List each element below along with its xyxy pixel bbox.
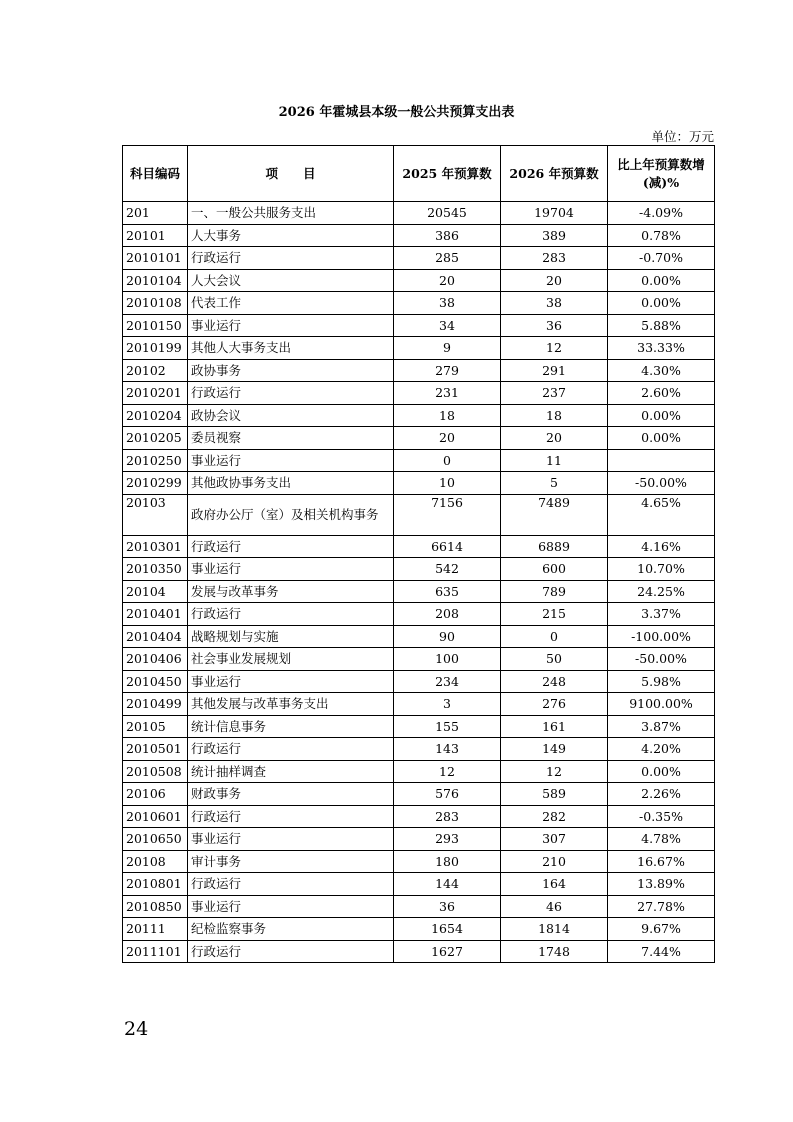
- cell-budget-2025: 90: [394, 625, 501, 648]
- cell-budget-2026: 283: [501, 247, 608, 270]
- table-row: [123, 873, 715, 896]
- table-row: [123, 940, 715, 963]
- cell-code: 2010350: [123, 558, 188, 581]
- cell-code: 20105: [123, 715, 188, 738]
- cell-change: 9.67%: [608, 918, 715, 941]
- cell-change: 4.78%: [608, 828, 715, 851]
- cell-budget-2026: 20: [501, 269, 608, 292]
- cell-budget-2026: 0: [501, 625, 608, 648]
- cell-item: 事业运行: [188, 828, 394, 851]
- cell-change: 9100.00%: [608, 693, 715, 716]
- cell-change: 3.37%: [608, 603, 715, 626]
- cell-item: 政协事务: [188, 359, 394, 382]
- cell-item: 行政运行: [188, 738, 394, 761]
- cell-change: -4.09%: [608, 202, 715, 225]
- cell-budget-2025: 38: [394, 292, 501, 315]
- cell-budget-2026: 7489: [501, 494, 608, 535]
- cell-code: 2010199: [123, 337, 188, 360]
- cell-change: 5.88%: [608, 314, 715, 337]
- cell-budget-2026: 1814: [501, 918, 608, 941]
- cell-item: 纪检监察事务: [188, 918, 394, 941]
- cell-item: 事业运行: [188, 895, 394, 918]
- header-code: 科目编码: [123, 146, 188, 202]
- cell-budget-2025: 283: [394, 805, 501, 828]
- cell-code: 20108: [123, 850, 188, 873]
- table-row: [123, 404, 715, 427]
- cell-budget-2026: 215: [501, 603, 608, 626]
- table-row: [123, 359, 715, 382]
- cell-budget-2025: 144: [394, 873, 501, 896]
- table-row: [123, 738, 715, 761]
- cell-code: 2010301: [123, 535, 188, 558]
- cell-budget-2026: 5: [501, 472, 608, 495]
- cell-budget-2025: 20545: [394, 202, 501, 225]
- cell-item: 其他发展与改革事务支出: [188, 693, 394, 716]
- cell-change: -50.00%: [608, 648, 715, 671]
- table-row: [123, 472, 715, 495]
- table-row: [123, 535, 715, 558]
- cell-budget-2025: 1627: [394, 940, 501, 963]
- page-number: 24: [124, 1018, 149, 1040]
- cell-code: 20102: [123, 359, 188, 382]
- cell-budget-2025: 12: [394, 760, 501, 783]
- table-row: [123, 805, 715, 828]
- table-row: [123, 648, 715, 671]
- cell-budget-2025: 1654: [394, 918, 501, 941]
- cell-budget-2026: 307: [501, 828, 608, 851]
- cell-item: 委员视察: [188, 427, 394, 450]
- cell-budget-2026: 19704: [501, 202, 608, 225]
- cell-budget-2026: 12: [501, 760, 608, 783]
- cell-code: 2010201: [123, 382, 188, 405]
- cell-budget-2026: 161: [501, 715, 608, 738]
- cell-budget-2025: 279: [394, 359, 501, 382]
- table-row: [123, 202, 715, 225]
- cell-budget-2026: 210: [501, 850, 608, 873]
- cell-item: 行政运行: [188, 940, 394, 963]
- cell-change: 0.00%: [608, 427, 715, 450]
- cell-code: 201: [123, 202, 188, 225]
- table-row: [123, 382, 715, 405]
- cell-change: 4.65%: [608, 494, 715, 535]
- cell-budget-2025: 285: [394, 247, 501, 270]
- budget-table: [122, 145, 715, 963]
- cell-change: 10.70%: [608, 558, 715, 581]
- cell-budget-2026: 600: [501, 558, 608, 581]
- cell-budget-2025: 100: [394, 648, 501, 671]
- cell-budget-2025: 36: [394, 895, 501, 918]
- cell-budget-2026: 282: [501, 805, 608, 828]
- cell-item: 人大会议: [188, 269, 394, 292]
- cell-budget-2025: 18: [394, 404, 501, 427]
- cell-change: 27.78%: [608, 895, 715, 918]
- table-row: [123, 625, 715, 648]
- cell-change: 3.87%: [608, 715, 715, 738]
- cell-code: 2010299: [123, 472, 188, 495]
- cell-change: 4.16%: [608, 535, 715, 558]
- cell-item: 行政运行: [188, 805, 394, 828]
- cell-change: 0.78%: [608, 224, 715, 247]
- table-row: [123, 895, 715, 918]
- document-title: 2026 年霍城县本级一般公共预算支出表: [278, 105, 515, 120]
- cell-change: 2.60%: [608, 382, 715, 405]
- cell-change: 5.98%: [608, 670, 715, 693]
- cell-budget-2026: 38: [501, 292, 608, 315]
- cell-budget-2025: 34: [394, 314, 501, 337]
- header-item: 项 目: [188, 146, 394, 202]
- cell-budget-2026: 276: [501, 693, 608, 716]
- cell-budget-2026: 36: [501, 314, 608, 337]
- cell-budget-2026: 12: [501, 337, 608, 360]
- cell-item: 审计事务: [188, 850, 394, 873]
- cell-item: 行政运行: [188, 382, 394, 405]
- cell-change: 24.25%: [608, 580, 715, 603]
- cell-item: 行政运行: [188, 535, 394, 558]
- cell-code: 2010501: [123, 738, 188, 761]
- header-row: [123, 146, 715, 202]
- cell-change: -0.70%: [608, 247, 715, 270]
- cell-code: 20103: [123, 494, 188, 535]
- cell-item: 其他政协事务支出: [188, 472, 394, 495]
- cell-code: 2010150: [123, 314, 188, 337]
- table-row: [123, 337, 715, 360]
- cell-item: 行政运行: [188, 247, 394, 270]
- cell-budget-2026: 46: [501, 895, 608, 918]
- cell-code: 2011101: [123, 940, 188, 963]
- cell-change: 0.00%: [608, 404, 715, 427]
- cell-budget-2025: 208: [394, 603, 501, 626]
- cell-budget-2025: 234: [394, 670, 501, 693]
- cell-budget-2026: 6889: [501, 535, 608, 558]
- cell-change: 0.00%: [608, 269, 715, 292]
- cell-item: 统计信息事务: [188, 715, 394, 738]
- cell-change: -0.35%: [608, 805, 715, 828]
- cell-code: 20111: [123, 918, 188, 941]
- cell-item: 发展与改革事务: [188, 580, 394, 603]
- cell-budget-2026: 11: [501, 449, 608, 472]
- cell-code: 2010406: [123, 648, 188, 671]
- cell-budget-2026: 291: [501, 359, 608, 382]
- cell-code: 2010401: [123, 603, 188, 626]
- cell-budget-2025: 635: [394, 580, 501, 603]
- cell-change: 0.00%: [608, 292, 715, 315]
- cell-change: -50.00%: [608, 472, 715, 495]
- cell-code: 2010650: [123, 828, 188, 851]
- cell-budget-2026: 789: [501, 580, 608, 603]
- table-row: [123, 760, 715, 783]
- cell-budget-2026: 589: [501, 783, 608, 806]
- cell-budget-2025: 180: [394, 850, 501, 873]
- cell-item: 事业运行: [188, 670, 394, 693]
- cell-change: 16.67%: [608, 850, 715, 873]
- cell-item: 行政运行: [188, 873, 394, 896]
- table-row: [123, 783, 715, 806]
- cell-change: 13.89%: [608, 873, 715, 896]
- cell-code: 2010850: [123, 895, 188, 918]
- cell-code: 2010250: [123, 449, 188, 472]
- cell-change: 4.20%: [608, 738, 715, 761]
- cell-budget-2025: 20: [394, 269, 501, 292]
- table-row: [123, 314, 715, 337]
- cell-budget-2025: 542: [394, 558, 501, 581]
- table-row: [123, 850, 715, 873]
- table-row: [123, 494, 715, 535]
- cell-change: [608, 449, 715, 472]
- cell-item: 统计抽样调查: [188, 760, 394, 783]
- table-row: [123, 292, 715, 315]
- cell-budget-2026: 1748: [501, 940, 608, 963]
- cell-item: 事业运行: [188, 449, 394, 472]
- table-row: [123, 247, 715, 270]
- cell-budget-2025: 7156: [394, 494, 501, 535]
- cell-code: 20101: [123, 224, 188, 247]
- cell-item: 事业运行: [188, 314, 394, 337]
- cell-change: 33.33%: [608, 337, 715, 360]
- cell-code: 20106: [123, 783, 188, 806]
- cell-item: 一、一般公共服务支出: [188, 202, 394, 225]
- table-row: [123, 427, 715, 450]
- cell-budget-2025: 0: [394, 449, 501, 472]
- cell-budget-2025: 9: [394, 337, 501, 360]
- cell-item: 财政事务: [188, 783, 394, 806]
- cell-change: 2.26%: [608, 783, 715, 806]
- cell-budget-2025: 10: [394, 472, 501, 495]
- cell-budget-2026: 389: [501, 224, 608, 247]
- cell-item: 政府办公厅（室）及相关机构事务: [188, 494, 394, 535]
- cell-budget-2025: 6614: [394, 535, 501, 558]
- cell-budget-2026: 149: [501, 738, 608, 761]
- table-row: [123, 693, 715, 716]
- cell-item: 政协会议: [188, 404, 394, 427]
- header-budget-2025: 2025 年预算数: [394, 146, 501, 202]
- table-row: [123, 580, 715, 603]
- cell-item: 事业运行: [188, 558, 394, 581]
- cell-code: 2010101: [123, 247, 188, 270]
- table-header: [123, 146, 715, 202]
- cell-change: 0.00%: [608, 760, 715, 783]
- cell-code: 2010801: [123, 873, 188, 896]
- table-row: [123, 828, 715, 851]
- table-row: [123, 449, 715, 472]
- table-row: [123, 670, 715, 693]
- cell-item: 人大事务: [188, 224, 394, 247]
- cell-budget-2025: 293: [394, 828, 501, 851]
- cell-change: -100.00%: [608, 625, 715, 648]
- cell-code: 2010450: [123, 670, 188, 693]
- cell-code: 2010508: [123, 760, 188, 783]
- cell-budget-2026: 248: [501, 670, 608, 693]
- cell-budget-2025: 576: [394, 783, 501, 806]
- header-change: 比上年预算数增(减)%: [608, 146, 715, 202]
- cell-budget-2025: 386: [394, 224, 501, 247]
- cell-budget-2025: 3: [394, 693, 501, 716]
- cell-code: 2010104: [123, 269, 188, 292]
- cell-code: 2010601: [123, 805, 188, 828]
- cell-code: 2010499: [123, 693, 188, 716]
- table-row: [123, 558, 715, 581]
- cell-budget-2025: 143: [394, 738, 501, 761]
- table-body: [123, 202, 715, 963]
- cell-change: 4.30%: [608, 359, 715, 382]
- cell-item: 战略规划与实施: [188, 625, 394, 648]
- cell-code: 2010205: [123, 427, 188, 450]
- cell-item: 代表工作: [188, 292, 394, 315]
- cell-budget-2026: 237: [501, 382, 608, 405]
- cell-budget-2025: 155: [394, 715, 501, 738]
- cell-change: 7.44%: [608, 940, 715, 963]
- cell-budget-2026: 50: [501, 648, 608, 671]
- table-row: [123, 918, 715, 941]
- cell-budget-2026: 20: [501, 427, 608, 450]
- cell-code: 2010404: [123, 625, 188, 648]
- table-row: [123, 603, 715, 626]
- cell-code: 20104: [123, 580, 188, 603]
- cell-code: 2010108: [123, 292, 188, 315]
- cell-item: 行政运行: [188, 603, 394, 626]
- cell-budget-2025: 20: [394, 427, 501, 450]
- cell-budget-2026: 18: [501, 404, 608, 427]
- cell-budget-2026: 164: [501, 873, 608, 896]
- unit-label: 单位：万元: [651, 129, 714, 144]
- header-budget-2026: 2026 年预算数: [501, 146, 608, 202]
- cell-code: 2010204: [123, 404, 188, 427]
- table-row: [123, 224, 715, 247]
- table-row: [123, 269, 715, 292]
- cell-item: 社会事业发展规划: [188, 648, 394, 671]
- cell-budget-2025: 231: [394, 382, 501, 405]
- table-row: [123, 715, 715, 738]
- cell-item: 其他人大事务支出: [188, 337, 394, 360]
